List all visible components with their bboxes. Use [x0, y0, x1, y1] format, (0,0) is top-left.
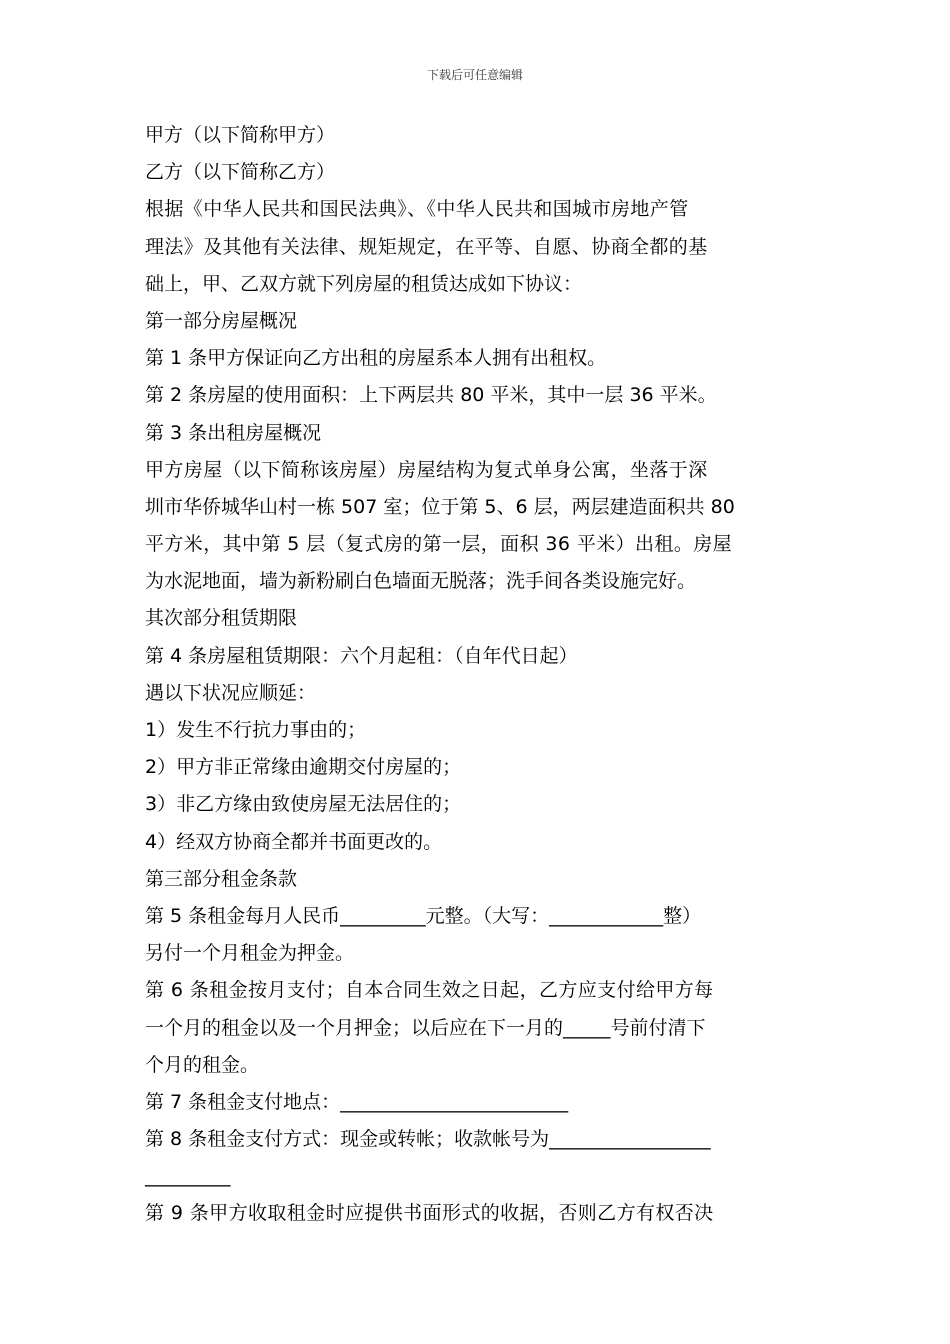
document-body [145, 117, 810, 1233]
property-description-line: 甲方房屋（以下简称该房屋）房屋结构为复式单身公寓，坐落于深 [145, 458, 708, 481]
intro-paragraph-line: 根据《中华人民共和国民法典》、《中华人民共和国城市房地产管 [145, 198, 689, 221]
property-description-line: 平方米，其中第 5 层（复式房的第一层，面积 36 平米）出租。房屋 [145, 533, 733, 556]
blank-underline: _________ [145, 1165, 231, 1188]
page-header: 下载后可任意编辑 [426, 68, 523, 82]
clause-line: 第 4 条房屋租赁期限：六个月起租：（自年代日起） [145, 644, 578, 667]
party-a-line: 甲方（以下简称甲方） [145, 124, 336, 146]
clause-line: 一个月的租金以及一个月押金；以后应在下一月的_____号前付清下 [145, 1016, 706, 1039]
section-heading: 第三部分租金条款 [145, 867, 298, 890]
clause-line: 第 1 条甲方保证向乙方出租的房屋系本人拥有出租权。 [145, 347, 607, 370]
clause-line: 第 8 条租金支付方式：现金或转帐；收款帐号为_________________ [145, 1128, 711, 1151]
clause-line: 第 6 条租金按月支付；自本合同生效之日起，乙方应支付给甲方每 [145, 979, 714, 1002]
intro-paragraph-line: 础上，甲、乙双方就下列房屋的租赁达成如下协议： [145, 272, 583, 295]
clause-line: 个月的租金。 [145, 1053, 260, 1076]
property-description-line: 圳市华侨城华山村一栋 507 室；位于第 5、6 层，两层建造面积共 80 [145, 495, 735, 518]
property-description-line: 为水泥地面，墙为新粉刷白色墙面无脱落；洗手间各类设施完好。 [145, 570, 697, 593]
clause-line: 第 7 条租金支付地点：________________________ [145, 1090, 569, 1113]
section-heading: 第一部分房屋概况 [145, 309, 298, 332]
section-heading: 其次部分租赁期限 [145, 607, 298, 630]
list-item: 4）经双方协商全都并书面更改的。 [145, 830, 443, 853]
clause-line: 第 2 条房屋的使用面积：上下两层共 80 平米，其中一层 36 平米。 [145, 384, 717, 407]
intro-paragraph-line: 理法》及其他有关法律、规矩规定，在平等、自愿、协商全都的基 [145, 235, 708, 258]
list-item: 2）甲方非正常缘由逾期交付房屋的； [145, 756, 462, 779]
clause-line: 另付一个月租金为押金。 [145, 942, 355, 965]
party-b-line: 乙方（以下简称乙方） [145, 161, 336, 184]
list-intro: 遇以下状况应顺延： [145, 681, 317, 704]
clause-line: 第 5 条租金每月人民币_________元整。（大写：____________整） [145, 904, 702, 927]
list-item: 3）非乙方缘由致使房屋无法居住的； [145, 793, 462, 816]
clause-line: 第 9 条甲方收取租金时应提供书面形式的收据，否则乙方有权否决 [145, 1202, 714, 1225]
list-item: 1）发生不行抗力事由的； [145, 719, 367, 741]
clause-line: 第 3 条出租房屋概况 [145, 421, 322, 444]
